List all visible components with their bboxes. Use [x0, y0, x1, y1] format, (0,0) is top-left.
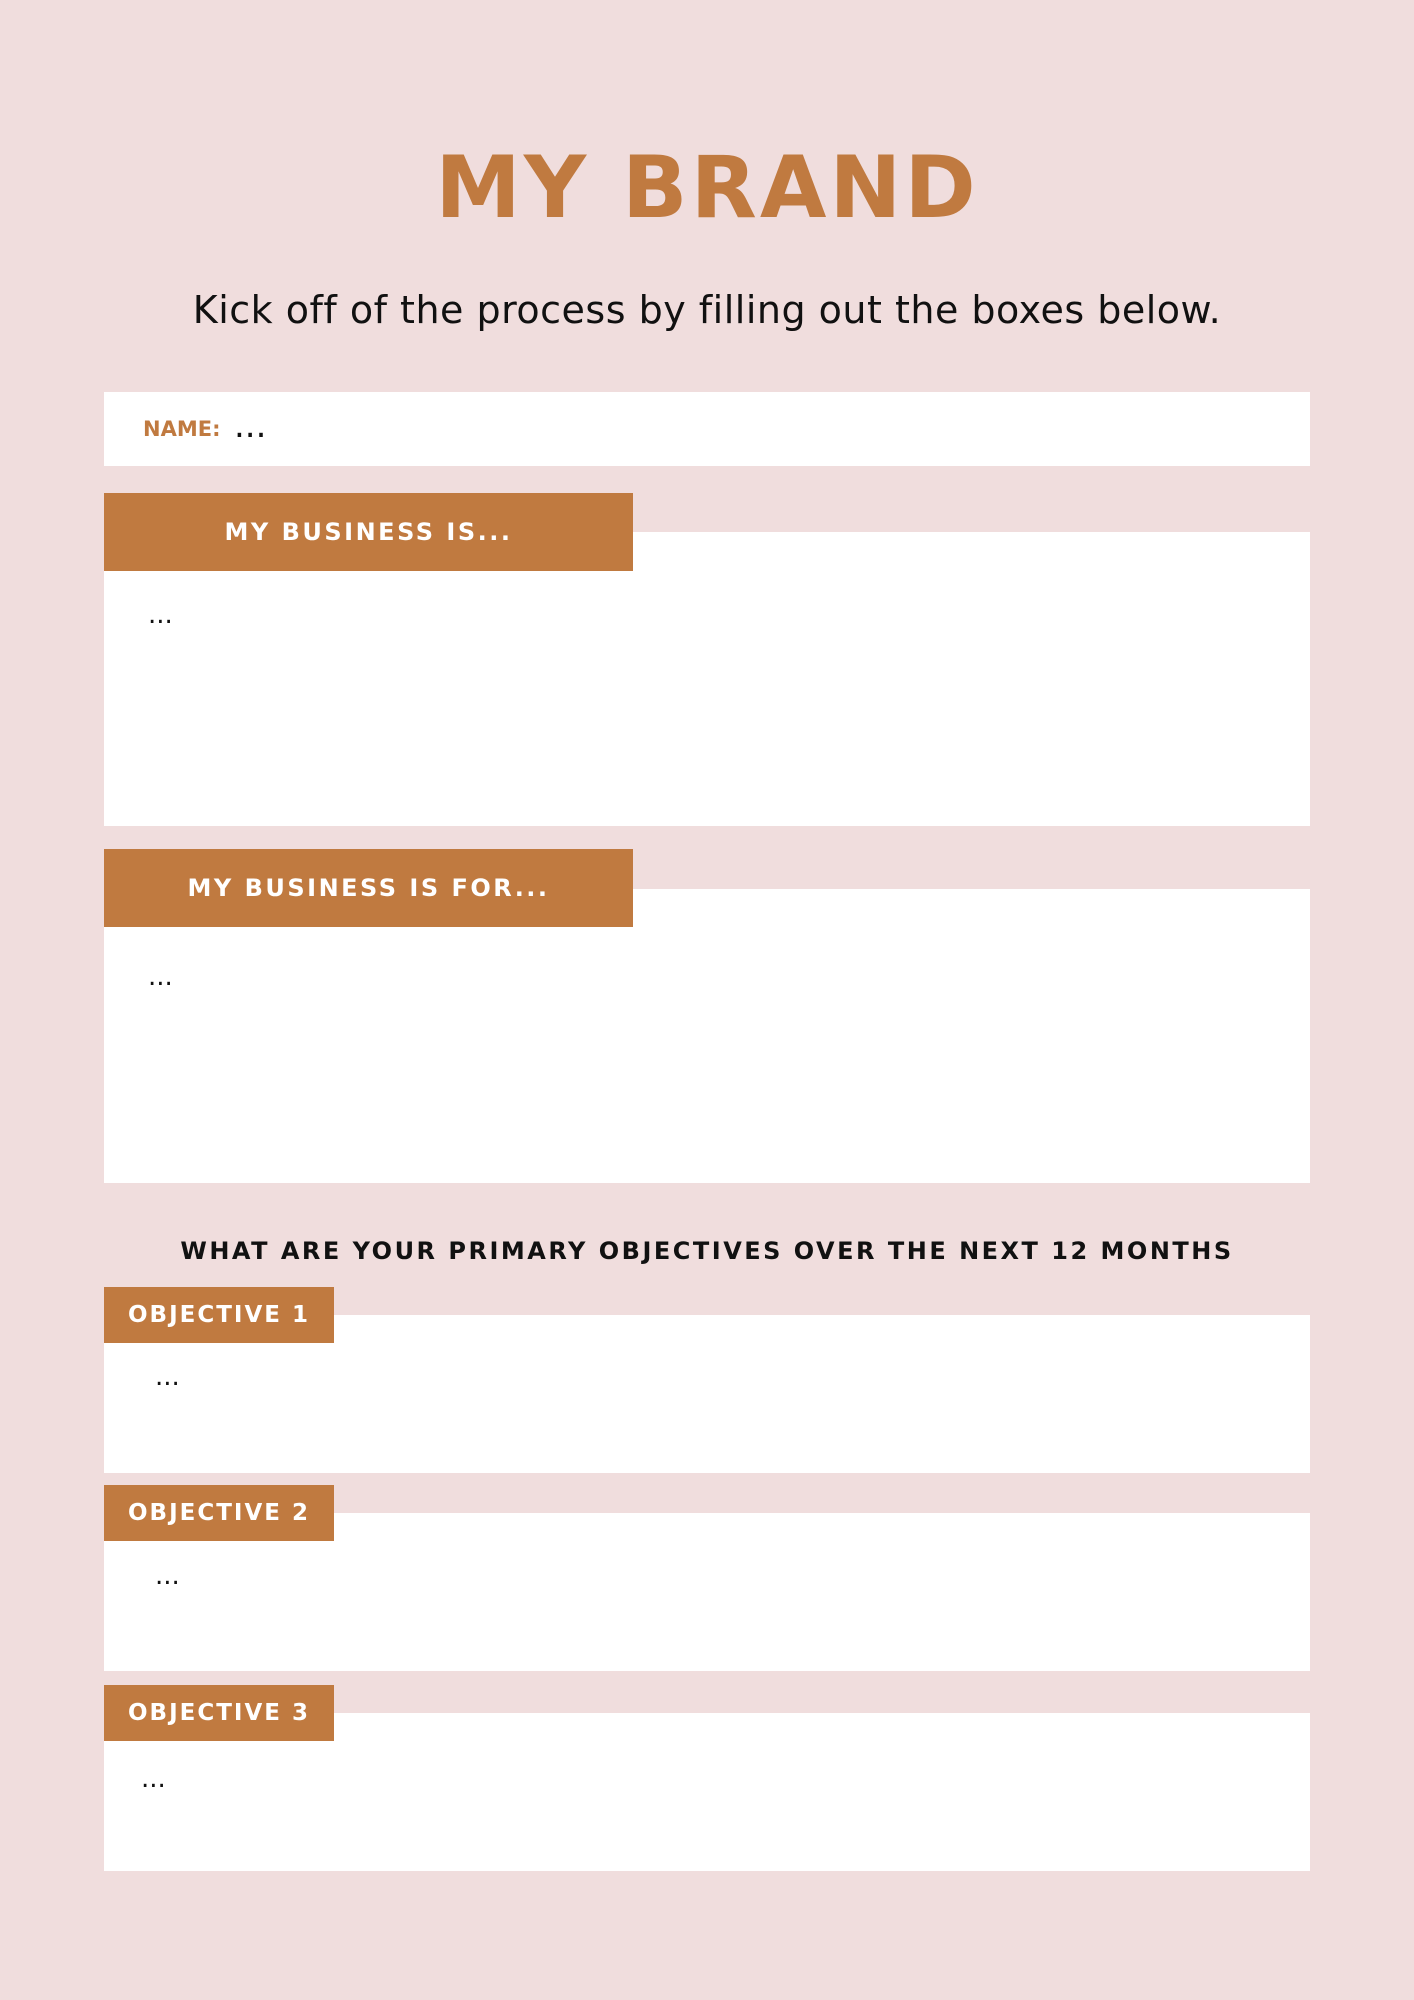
business-is-for-box[interactable] [104, 889, 1310, 1183]
name-field[interactable] [104, 392, 1310, 466]
objective-2-tab: OBJECTIVE 2 [104, 1485, 334, 1541]
objective-2-value[interactable]: ... [155, 1561, 180, 1591]
objective-1-tab: OBJECTIVE 1 [104, 1287, 334, 1343]
objectives-heading: WHAT ARE YOUR PRIMARY OBJECTIVES OVER THE NEXT 12 MONTHS [180, 1237, 1234, 1265]
business-is-for-value[interactable]: ... [148, 962, 173, 992]
name-label: NAME: [143, 417, 221, 441]
business-is-for-tab: MY BUSINESS IS FOR... [104, 849, 633, 927]
business-is-value[interactable]: ... [148, 600, 173, 630]
page-subtitle: Kick off of the process by filling out the boxes below. [192, 288, 1222, 332]
business-is-box[interactable] [104, 532, 1310, 826]
objective-3-value[interactable]: ... [141, 1764, 166, 1794]
page-title: MY BRAND [435, 138, 979, 238]
business-is-tab: MY BUSINESS IS... [104, 493, 633, 571]
name-value[interactable]: ... [234, 406, 267, 446]
objective-3-tab: OBJECTIVE 3 [104, 1685, 334, 1741]
objective-1-value[interactable]: ... [155, 1362, 180, 1392]
